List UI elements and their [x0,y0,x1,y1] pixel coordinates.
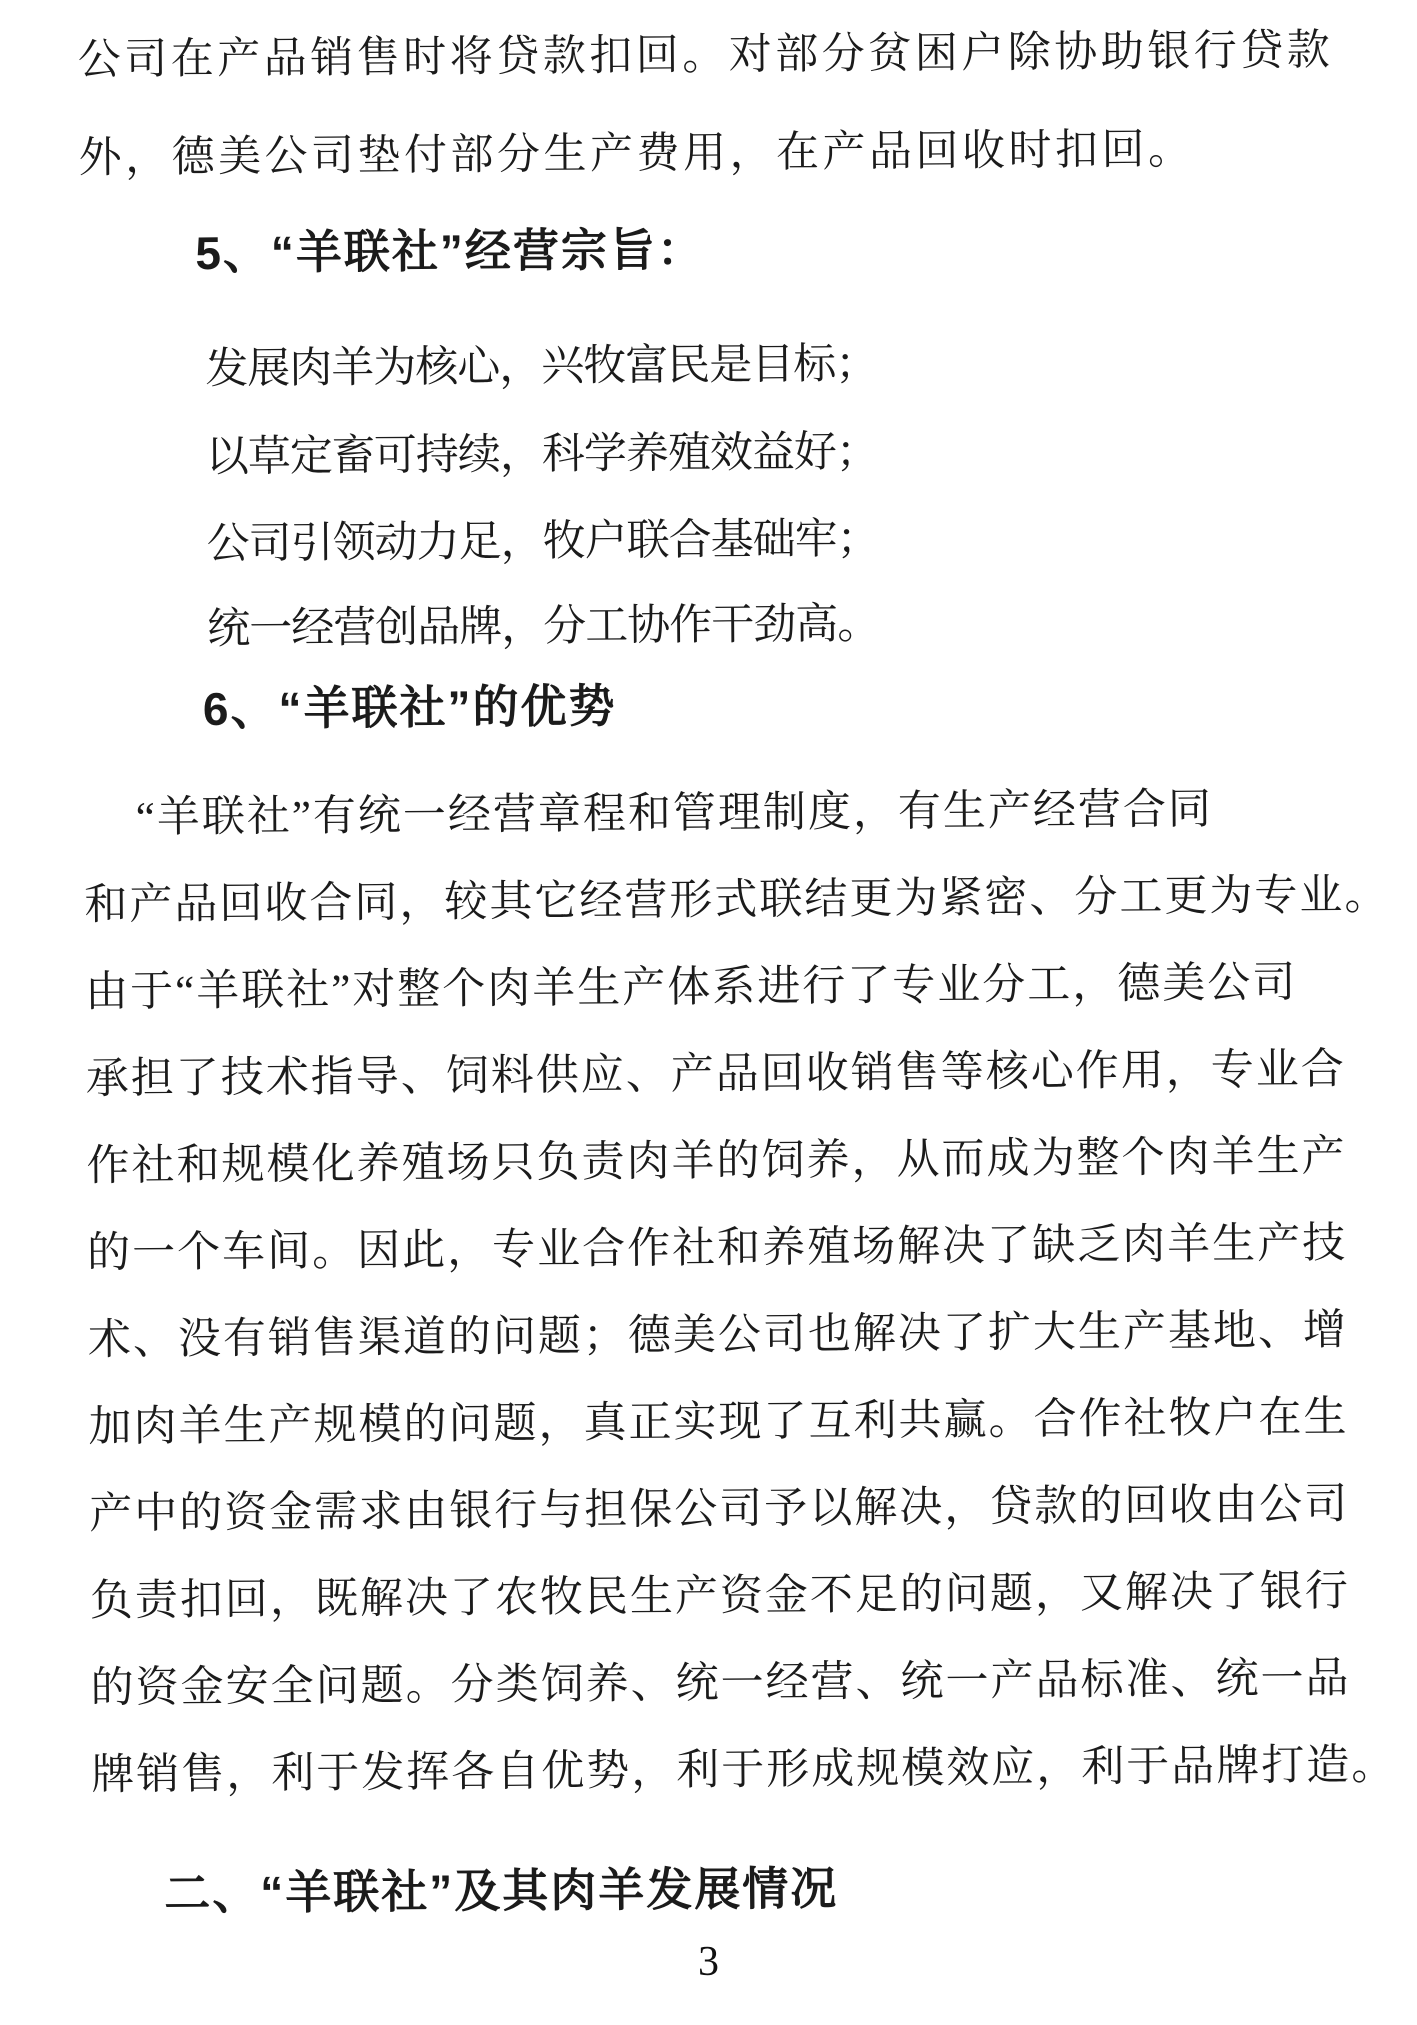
advantage-paragraph-line: 承担了技术指导、饲料供应、产品回收销售等核心作用，专业合 [85,1046,1346,1103]
page-content [77,0,1397,1950]
section-5-heading: 5、“羊联社”经营宗旨： [195,223,706,280]
advantage-paragraph-line: 牌销售，利于发挥各自优势，利于形成规模效应，利于品牌打造。 [91,1741,1397,1799]
intro-paragraph-line-2: 外，德美公司垫付部分生产费用，在产品回收时扣回。 [78,126,1195,183]
motto-line-3: 公司引领动力足，牧户联合基础牢； [206,515,879,569]
advantage-paragraph-line: 由于“羊联社”对整个肉羊生产体系进行了专业分工，德美公司 [84,959,1298,1016]
advantage-paragraph-line: 术、没有销售渠道的问题；德美公司也解决了扩大生产基地、增 [87,1307,1349,1364]
advantage-paragraph-line: 加肉羊生产规模的问题，真正实现了互利共赢。合作社牧户在生 [88,1394,1349,1451]
advantage-paragraph-line: 和产品回收合同，较其它经营形式联结更为紧密、分工更为专业。 [84,871,1390,929]
motto-line-1: 发展肉羊为核心，兴牧富民是目标； [205,340,878,394]
section-2-heading: 二、“羊联社”及其肉羊发展情况 [164,1862,839,1920]
advantage-paragraph-line: 负责扣回，既解决了农牧民生产资金不足的问题，又解决了银行 [89,1568,1351,1625]
advantage-paragraph-line: 的资金安全问题。分类饲养、统一经营、统一产品标准、统一品 [90,1655,1351,1712]
intro-paragraph-line-1: 公司在产品销售时将贷款扣回。对部分贫困户除协助银行贷款 [77,27,1334,85]
section-6-heading: 6、“羊联社”的优势 [202,679,617,736]
advantage-paragraph-line: 的一个车间。因此，专业合作社和养殖场解决了缺乏肉羊生产技 [87,1220,1348,1277]
page-number: 3 [698,1939,719,1985]
advantage-paragraph-line: “羊联社”有统一经营章程和管理制度，有生产经营合同 [135,786,1214,842]
motto-line-2: 以草定畜可持续，科学养殖效益好； [205,428,879,482]
advantage-paragraph-line: 产中的资金需求由银行与担保公司予以解决，贷款的回收由公司 [89,1481,1350,1538]
motto-line-4: 统一经营创品牌，分工协作干劲高。 [207,600,880,654]
advantage-paragraph-line: 作社和规模化养殖场只负责肉羊的饲养，从而成为整个肉羊生产 [86,1133,1347,1190]
